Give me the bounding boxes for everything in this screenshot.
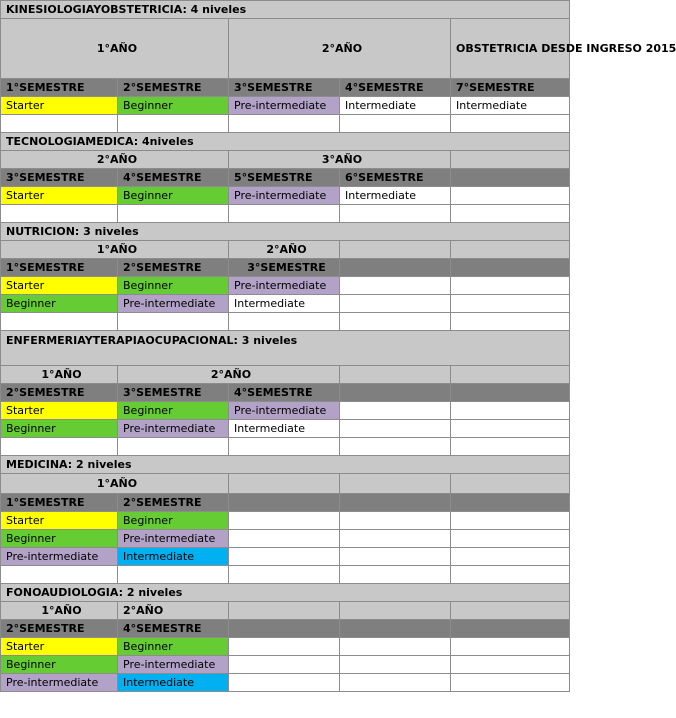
level-cell-starter: Starter [1, 638, 118, 656]
section-title-nutricion: NUTRICION: 3 niveles [1, 223, 570, 241]
year-label-empty [340, 474, 451, 494]
year-label-empty [451, 241, 570, 259]
level-cell-beginner: Beginner [1, 295, 118, 313]
level-cell-intermediate: Intermediate [340, 97, 451, 115]
empty-cell [1, 438, 118, 456]
year-label-empty [340, 602, 451, 620]
level-cell-beginner: Beginner [118, 277, 229, 295]
level-cell-beginner: Beginner [1, 420, 118, 438]
semester-header: 3°SEMESTRE [1, 169, 118, 187]
empty-cell [118, 438, 229, 456]
semester-header: 5°SEMESTRE [229, 169, 340, 187]
semester-header: 1°SEMESTRE [1, 494, 118, 512]
empty-cell [451, 115, 570, 133]
level-cell-intermediate: Intermediate [229, 420, 340, 438]
empty-cell [1, 566, 118, 584]
semester-header-empty [451, 384, 570, 402]
empty-cell [340, 205, 451, 223]
empty-cell [229, 313, 340, 331]
empty-cell [229, 438, 340, 456]
empty-cell [451, 277, 570, 295]
level-cell-pre-intermediate: Pre-intermediate [229, 97, 340, 115]
level-cell-pre-intermediate: Pre-intermediate [118, 656, 229, 674]
year-label: 1°AÑO [1, 366, 118, 384]
empty-cell [229, 674, 340, 692]
section-title-kinesiologia: KINESIOLOGIAYOBSTETRICIA: 4 niveles [1, 1, 570, 19]
level-cell-beginner: Beginner [1, 530, 118, 548]
year-label-empty [340, 241, 451, 259]
year-label: 1°AÑO [1, 19, 229, 79]
level-cell-intermediate: Intermediate [118, 548, 229, 566]
year-label-empty [451, 366, 570, 384]
empty-cell [118, 205, 229, 223]
empty-cell [340, 313, 451, 331]
empty-cell [340, 512, 451, 530]
empty-cell [340, 656, 451, 674]
year-label-empty [229, 602, 340, 620]
level-cell-beginner: Beginner [1, 656, 118, 674]
level-cell-beginner: Beginner [118, 187, 229, 205]
semester-header-empty [340, 259, 451, 277]
semester-header: 3°SEMESTRE [118, 384, 229, 402]
semester-header: 6°SEMESTRE [340, 169, 451, 187]
semester-header-empty [451, 494, 570, 512]
section-title-fonoaudiologia: FONOAUDIOLOGIA: 2 niveles [1, 584, 570, 602]
section-title-enfermeria: ENFERMERIAYTERAPIAOCUPACIONAL: 3 niveles [1, 331, 570, 366]
empty-cell [451, 438, 570, 456]
empty-cell [229, 638, 340, 656]
semester-header: 1°SEMESTRE [1, 259, 118, 277]
semester-header: 7°SEMESTRE [451, 79, 570, 97]
semester-header: 3°SEMESTRE [229, 79, 340, 97]
empty-cell [229, 115, 340, 133]
empty-cell [1, 313, 118, 331]
semester-header: 2°SEMESTRE [118, 259, 229, 277]
empty-cell [340, 115, 451, 133]
year-label-empty [451, 151, 570, 169]
level-cell-pre-intermediate: Pre-intermediate [229, 402, 340, 420]
empty-cell [340, 420, 451, 438]
empty-cell [451, 656, 570, 674]
empty-cell [229, 548, 340, 566]
empty-cell [1, 205, 118, 223]
year-label: 3°AÑO [229, 151, 451, 169]
semester-header: 4°SEMESTRE [340, 79, 451, 97]
year-label: 1°AÑO [1, 602, 118, 620]
semester-header: 4°SEMESTRE [118, 169, 229, 187]
empty-cell [229, 566, 340, 584]
empty-cell [451, 548, 570, 566]
semester-header: 2°SEMESTRE [1, 384, 118, 402]
year-label: 1°AÑO [1, 241, 229, 259]
empty-cell [340, 530, 451, 548]
empty-cell [229, 512, 340, 530]
empty-cell [451, 566, 570, 584]
empty-cell [451, 674, 570, 692]
level-cell-pre-intermediate: Pre-intermediate [118, 295, 229, 313]
empty-cell [451, 512, 570, 530]
obstetricia-header: OBSTETRICIA DESDE INGRESO 2015 [451, 19, 570, 79]
year-label: 2°AÑO [229, 241, 340, 259]
empty-cell [451, 313, 570, 331]
level-cell-starter: Starter [1, 97, 118, 115]
level-cell-pre-intermediate: Pre-intermediate [1, 548, 118, 566]
empty-cell [451, 205, 570, 223]
year-label-empty [229, 474, 340, 494]
level-cell-pre-intermediate: Pre-intermediate [229, 187, 340, 205]
semester-header: 1°SEMESTRE [1, 79, 118, 97]
year-label-empty [451, 474, 570, 494]
empty-cell [118, 313, 229, 331]
year-label-empty [340, 366, 451, 384]
year-label: 2°AÑO [1, 151, 229, 169]
semester-header-empty [229, 494, 340, 512]
level-cell-intermediate: Intermediate [229, 295, 340, 313]
year-label: 2°AÑO [118, 366, 340, 384]
year-label-empty [451, 602, 570, 620]
level-cell-intermediate: Intermediate [451, 97, 570, 115]
level-cell-starter: Starter [1, 187, 118, 205]
empty-cell [451, 295, 570, 313]
level-cell-pre-intermediate: Pre-intermediate [1, 674, 118, 692]
empty-cell [340, 277, 451, 295]
level-cell-intermediate: Intermediate [118, 674, 229, 692]
year-label: 2°AÑO [118, 602, 229, 620]
section-title-tecnologia-medica: TECNOLOGIAMEDICA: 4niveles [1, 133, 570, 151]
level-cell-beginner: Beginner [118, 97, 229, 115]
section-title-medicina: MEDICINA: 2 niveles [1, 456, 570, 474]
semester-header: 4°SEMESTRE [229, 384, 340, 402]
level-cell-pre-intermediate: Pre-intermediate [118, 420, 229, 438]
level-cell-starter: Starter [1, 512, 118, 530]
empty-cell [451, 638, 570, 656]
level-cell-beginner: Beginner [118, 402, 229, 420]
empty-cell [340, 295, 451, 313]
semester-header-empty [340, 620, 451, 638]
empty-cell [340, 548, 451, 566]
semester-header-empty [340, 384, 451, 402]
empty-cell [118, 566, 229, 584]
empty-cell [1, 115, 118, 133]
semester-header: 2°SEMESTRE [118, 494, 229, 512]
empty-cell [118, 115, 229, 133]
semester-header-empty [340, 494, 451, 512]
semester-header: 2°SEMESTRE [118, 79, 229, 97]
semester-header-empty [451, 259, 570, 277]
semester-header-empty [229, 620, 340, 638]
semester-header: 2°SEMESTRE [1, 620, 118, 638]
empty-cell [340, 438, 451, 456]
empty-cell [340, 402, 451, 420]
empty-cell [229, 656, 340, 674]
year-label: 1°AÑO [1, 474, 229, 494]
empty-cell [451, 530, 570, 548]
empty-cell [340, 566, 451, 584]
empty-cell [340, 674, 451, 692]
level-cell-pre-intermediate: Pre-intermediate [118, 530, 229, 548]
empty-cell [451, 402, 570, 420]
level-cell-beginner: Beginner [118, 638, 229, 656]
level-cell-intermediate: Intermediate [340, 187, 451, 205]
year-label: 2°AÑO [229, 19, 451, 79]
level-cell-starter: Starter [1, 402, 118, 420]
empty-cell [451, 187, 570, 205]
level-cell-beginner: Beginner [118, 512, 229, 530]
semester-header: 3°SEMESTRE [229, 259, 340, 277]
empty-cell [451, 420, 570, 438]
level-cell-starter: Starter [1, 277, 118, 295]
level-cell-pre-intermediate: Pre-intermediate [229, 277, 340, 295]
empty-cell [229, 530, 340, 548]
empty-cell [340, 638, 451, 656]
semester-header-empty [451, 169, 570, 187]
empty-cell [229, 205, 340, 223]
semester-header: 4°SEMESTRE [118, 620, 229, 638]
semester-header-empty [451, 620, 570, 638]
